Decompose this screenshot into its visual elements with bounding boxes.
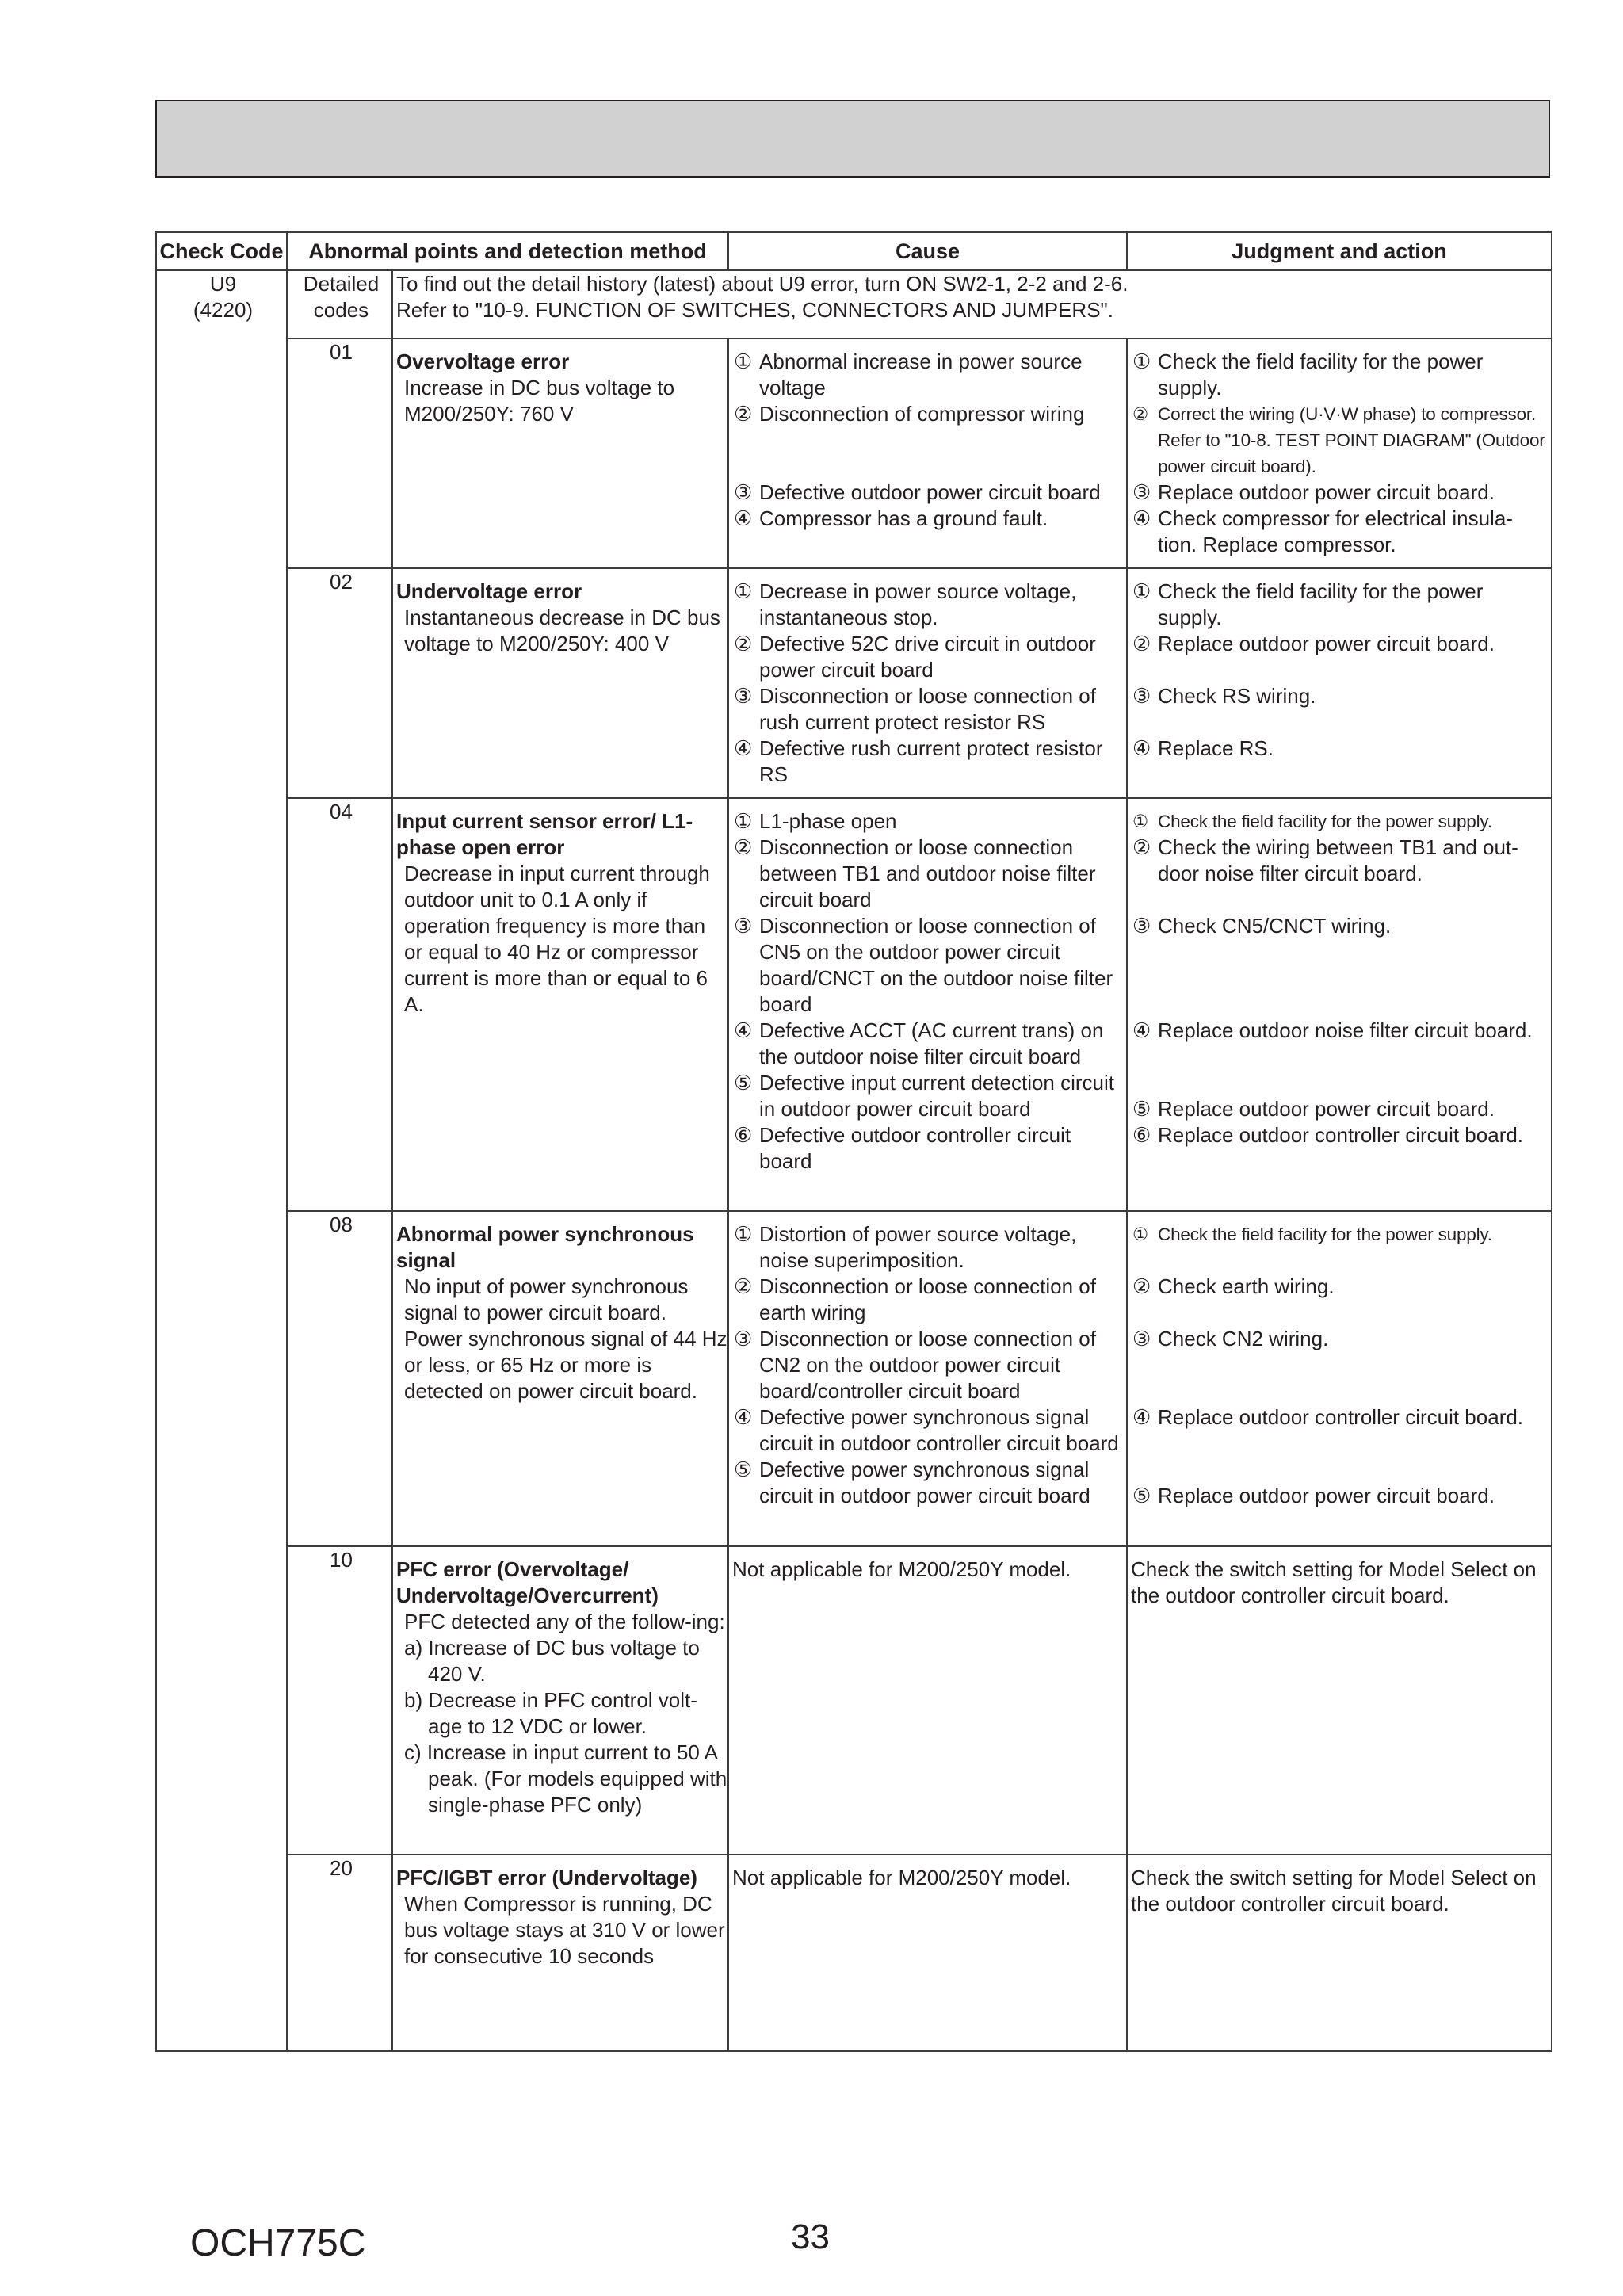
cause-cell: [728, 1855, 1127, 2051]
action-item: ⑤ Replace outdoor power circuit board.: [1132, 1097, 1495, 1121]
detailed-text-cell: [392, 270, 1552, 338]
cause-item: ① L1-phase open: [734, 809, 897, 833]
table-row: [156, 338, 1552, 568]
action-item: ⑥ Replace outdoor controller circuit board.: [1132, 1123, 1524, 1147]
error-title: Overvoltage error: [396, 350, 570, 373]
action-item: ⑤ Replace outdoor power circuit board.: [1132, 1484, 1495, 1507]
error-desc: Increase in DC bus voltage to M200/250Y: 760 V: [404, 376, 675, 426]
action-item: ④ Replace outdoor controller circuit board.: [1132, 1405, 1524, 1429]
cause-item: ③ Defective outdoor power circuit board: [734, 480, 1101, 504]
action-cell: [1127, 1211, 1552, 1546]
cause-item: ④ Defective ACCT (AC current trans) on the outdoor noise filter circuit board: [734, 1018, 1104, 1068]
cause-item: ① Decrease in power source voltage, instantaneous stop.: [734, 579, 1077, 629]
cause-item: ③ Disconnection or loose connection of CN2 on the outdoor power circuit board/controller circuit board: [734, 1327, 1096, 1403]
condition-item: c) Increase in input current to 50 A peak. (For models equipped with single-phase PFC only): [404, 1740, 727, 1817]
error-desc: No input of power synchronous signal to power circuit board. Power synchronous signal of 44 Hz or less, or 65 Hz or more is detected on power circuit board.: [404, 1274, 727, 1403]
header-abnormal: Abnormal points and detection method: [287, 232, 728, 270]
action-item: ② Check the wiring between TB1 and out-door noise filter circuit board.: [1132, 835, 1518, 885]
action-item: ③ Check RS wiring.: [1132, 684, 1316, 708]
action-item: ① Check the field facility for the power supply.: [1132, 579, 1484, 629]
error-title: Abnormal power synchronous signal: [396, 1222, 694, 1272]
action-cell: [1127, 1855, 1552, 2051]
cause-item: ⑤ Defective input current detection circuit in outdoor power circuit board: [734, 1071, 1115, 1121]
error-title: Input current sensor error/ L1-phase open error: [396, 809, 693, 859]
cause-item: ③ Disconnection or loose connection of CN5 on the outdoor power circuit board/CNCT on the outdoor noise filter board: [734, 914, 1113, 1016]
action-item: ① Check the field facility for the power supply.: [1132, 350, 1484, 399]
error-title: PFC/IGBT error (Undervoltage): [396, 1866, 697, 1889]
action-cell: [1127, 338, 1552, 568]
abnormal-cell: [392, 568, 728, 798]
action-item: ④ Check compressor for electrical insula-tion. Replace compressor.: [1132, 506, 1513, 556]
condition-item: b) Decrease in PFC control volt-age to 12 VDC or lower.: [404, 1688, 697, 1738]
table-row: [156, 1855, 1552, 2051]
cause-text: Not applicable for M200/250Y model.: [732, 1866, 1071, 1889]
cause-item: ④ Defective rush current protect resistor RS: [734, 736, 1103, 786]
cause-item: ④ Defective power synchronous signal circuit in outdoor controller circuit board: [734, 1405, 1119, 1455]
detailed-label-2: codes: [313, 298, 369, 322]
action-cell: [1127, 798, 1552, 1211]
action-item: ② Correct the wiring (U·V·W phase) to compressor. Refer to "10-8. TEST POINT DIAGRAM" (Outdoor power circuit board).: [1132, 404, 1545, 476]
detail-code: 08: [287, 1211, 392, 1546]
cause-cell: [728, 1546, 1127, 1855]
action-item: ③ Check CN2 wiring.: [1132, 1327, 1329, 1350]
action-item: ③ Check CN5/CNCT wiring.: [1132, 914, 1392, 938]
detailed-line-1: To find out the detail history (latest) about U9 error, turn ON SW2-1, 2-2 and 2-6.: [396, 272, 1128, 296]
table-row: [156, 1546, 1552, 1855]
error-title: PFC error (Overvoltage/ Undervoltage/Overcurrent): [396, 1557, 659, 1607]
detailed-label-cell: [287, 270, 392, 338]
detailed-codes-row: [156, 270, 1552, 338]
action-cell: [1127, 1546, 1552, 1855]
cause-item: ② Defective 52C drive circuit in outdoor power circuit board: [734, 632, 1096, 682]
error-title: Undervoltage error: [396, 579, 582, 603]
cause-item: ④ Compressor has a ground fault.: [734, 506, 1048, 530]
table-row: [156, 568, 1552, 798]
table-header-row: [156, 232, 1552, 270]
detail-code: 01: [287, 338, 392, 568]
abnormal-cell: [392, 1546, 728, 1855]
action-text: Check the switch setting for Model Select on the outdoor controller circuit board.: [1131, 1866, 1537, 1916]
cause-cell: [728, 798, 1127, 1211]
cause-text: Not applicable for M200/250Y model.: [732, 1557, 1071, 1581]
header-judgment: Judgment and action: [1127, 232, 1552, 270]
action-cell: [1127, 568, 1552, 798]
cause-item: ⑥ Defective outdoor controller circuit board: [734, 1123, 1071, 1173]
cause-item: ⑤ Defective power synchronous signal circuit in outdoor power circuit board: [734, 1457, 1090, 1507]
error-desc: Instantaneous decrease in DC bus voltage to M200/250Y: 400 V: [404, 606, 720, 655]
cause-cell: [728, 338, 1127, 568]
abnormal-cell: [392, 1855, 728, 2051]
cause-item: ① Abnormal increase in power source voltage: [734, 350, 1083, 399]
table-row: [156, 798, 1552, 1211]
cause-item: ③ Disconnection or loose connection of rush current protect resistor RS: [734, 684, 1096, 734]
error-desc: PFC detected any of the follow-ing:: [404, 1610, 725, 1633]
condition-item: a) Increase of DC bus voltage to 420 V.: [404, 1636, 700, 1686]
action-item: ④ Replace outdoor noise filter circuit board.: [1132, 1018, 1533, 1042]
detail-code: 04: [287, 798, 392, 1211]
document-code: OCH775C: [190, 2222, 366, 2264]
detail-code: 20: [287, 1855, 392, 2051]
check-code-cell: [156, 270, 287, 2051]
error-desc: Decrease in input current through outdoor unit to 0.1 A only if operation frequency is more than or equal to 40 Hz or compressor current is more than or equal to 6 A.: [404, 861, 710, 1016]
action-item: ② Check earth wiring.: [1132, 1274, 1335, 1298]
action-item: ① Check the field facility for the power supply.: [1132, 812, 1492, 831]
cause-item: ① Distortion of power source voltage, noise superimposition.: [734, 1222, 1077, 1272]
header-band: [155, 100, 1550, 178]
cause-item: ② Disconnection or loose connection between TB1 and outdoor noise filter circuit board: [734, 835, 1096, 911]
detailed-label-1: Detailed: [303, 272, 380, 296]
page-number: 33: [791, 2218, 830, 2256]
error-desc: When Compressor is running, DC bus voltage stays at 310 V or lower for consecutive 10 seconds: [404, 1892, 725, 1968]
abnormal-cell: [392, 798, 728, 1211]
action-item: ① Check the field facility for the power supply.: [1132, 1224, 1492, 1244]
detail-code: 02: [287, 568, 392, 798]
action-item: ③ Replace outdoor power circuit board.: [1132, 480, 1495, 504]
detail-code: 10: [287, 1546, 392, 1855]
header-cause: Cause: [728, 232, 1127, 270]
check-code-table: [155, 231, 1552, 2052]
cause-item: ② Disconnection of compressor wiring: [734, 402, 1085, 426]
abnormal-cell: [392, 338, 728, 568]
cause-cell: [728, 1211, 1127, 1546]
action-text: Check the switch setting for Model Select on the outdoor controller circuit board.: [1131, 1557, 1537, 1607]
cause-cell: [728, 568, 1127, 798]
action-item: ② Replace outdoor power circuit board.: [1132, 632, 1495, 655]
abnormal-cell: [392, 1211, 728, 1546]
header-check-code: Check Code: [156, 232, 287, 270]
check-code-sub: (4220): [193, 298, 254, 322]
check-code: U9: [209, 272, 237, 296]
table-row: [156, 1211, 1552, 1546]
detailed-line-2: Refer to "10-9. FUNCTION OF SWITCHES, CONNECTORS AND JUMPERS".: [396, 298, 1113, 322]
cause-item: ② Disconnection or loose connection of earth wiring: [734, 1274, 1096, 1324]
action-item: ④ Replace RS.: [1132, 736, 1274, 760]
